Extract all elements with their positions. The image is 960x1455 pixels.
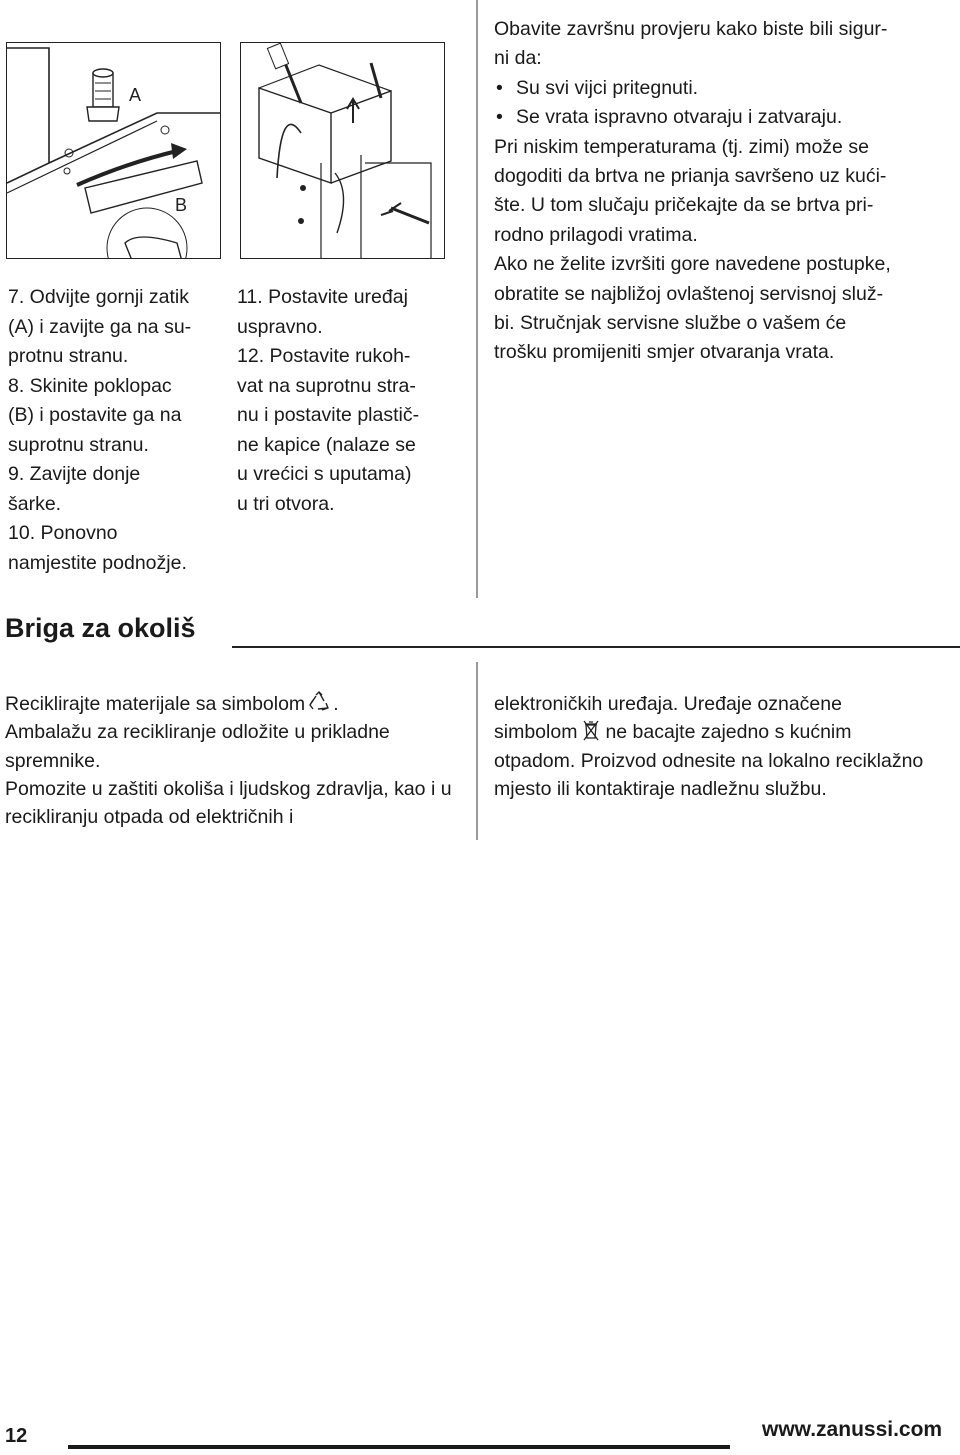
heading-rule [232, 646, 960, 648]
column-divider-top [476, 0, 478, 598]
illustration-handle [240, 42, 445, 259]
steps-11-to-12: 11. Postavite uređaj uspravno. 12. Postavite rukoh- vat na suprotnu stra- nu i postavite plastič- ne kapice (nalaze se u vrećici s uputama) u tri otvora. [237, 286, 420, 515]
final-check-intro: Obavite završnu provjeru kako biste bili sigur- ni da: [494, 18, 888, 70]
help-text: Pomozite u zaštiti okoliša i ljudskog zdravlja, kao i u recikliranju otpada od električnih i [5, 777, 452, 829]
final-check-service: Ako ne želite izvršiti gore navedene postupke, obratite se najbližoj ovlaštenoj servisnoj služ- bi. Stručnjak servisne službe o vašem će trošku promijeniti smjer otvaranja vrata. [494, 253, 891, 364]
final-check-list [494, 74, 959, 133]
label-b: B [175, 195, 188, 215]
list-item: • Se vrata ispravno otvaraju i zatvaraju. [494, 103, 959, 132]
recycle-text: Reciklirajte materijale sa simbolom [5, 693, 306, 715]
environment-left-column: Reciklirajte materijale sa simbolom . Ambalažu za recikliranje odložite u prikladne spremnike. Pomozite u zaštiti okoliša i ljudskog zdravlja, kao i u recikliranju otpada od električnih i [5, 690, 465, 831]
page-number: 12 [5, 1425, 28, 1447]
final-check-section [494, 15, 959, 368]
electronics-text: elektroničkih uređaja. Uređaje označene [494, 693, 842, 715]
footer-rule [68, 1445, 730, 1449]
column-divider-bottom [476, 662, 478, 840]
section-heading-environment: Briga za okoliš [5, 613, 196, 643]
environment-right-column: elektroničkih uređaja. Uređaje označene simbolom ne bacajte zajedno s kućnim otpadom. Proizvod odnesite na lokalno reciklažno mjesto ili kontaktiraje nadležnu službu. [494, 690, 956, 803]
packaging-text: Ambalažu za recikliranje odložite u prikladne spremnike. [5, 721, 390, 772]
recycle-icon [309, 691, 329, 713]
label-a: A [129, 85, 142, 105]
disposal-text: otpadom. Proizvod odnesite na lokalno reciklažno mjesto ili kontaktiraje nadležnu službu. [494, 749, 924, 800]
hinge-cover-drawing [7, 43, 220, 258]
handle-drawing [241, 43, 444, 258]
list-item: • Su svi vijci pritegnuti. [494, 74, 959, 103]
final-check-note: Pri niskim temperaturama (tj. zimi) može se dogoditi da brtva ne prianja savršeno uz kući- šte. U tom slučaju pričekajte da se brtva pri- rodno prilagodi vratima. [494, 135, 887, 246]
illustration-hinge-cover [6, 42, 221, 259]
steps-7-to-10: 7. Odvijte gornji zatik (A) i zavijte ga na su- protnu stranu. 8. Skinite poklopac (B) i postavite ga na suprotnu stranu. 9. Zavijte donje šarke. 10. Ponovno namjestite podnožje. [8, 286, 192, 574]
website-link[interactable]: www.zanussi.com [762, 1418, 943, 1441]
crossed-bin-icon [581, 719, 601, 741]
